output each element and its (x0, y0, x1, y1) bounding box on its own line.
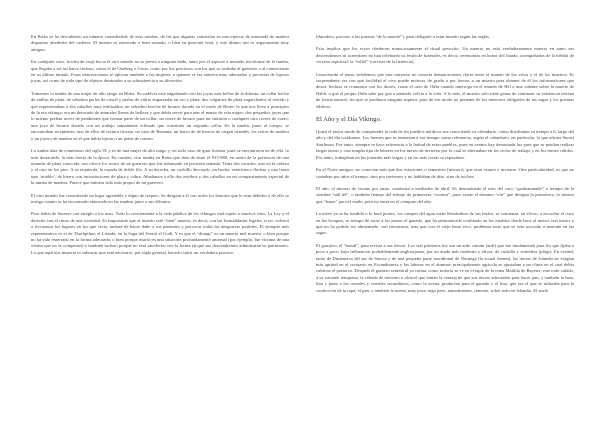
paragraph: El otro mundo fue considerado un lugar agradable y digno de respeto. Se dirigían a él con todos los honores que le eran debidos y de ello se testigo cuanto se ha encontrado enterrado en las tumbas junto a sus difuntos. (31, 192, 289, 204)
paragraph: Quizá el mejor modo de comprender la vida de los pueblos nórdicos sea conociendo su calendario, cómo distribuían su tiempo a lo largo del año y del día cotidianos. Las fuentes que se remontan a ese tiempo como referencia, según el calendario, en particular, lo que afirma Snorri Sturluson. Por tanto, siempre se hace referencia a la latitud de estos pueblos, pues en verano hay demasiada luz para que se puedan realizar largas tareas y casi ningún tipo de labores en los meses de invierno por lo cual se alternaban en los ciclos de trabajo y en los meses cálidos. Por tanto, trabajaban en las jornadas más largas y en las más cortas se reposaban. (316, 129, 574, 160)
paragraph: Conociendo el tema, señalemos que este universo no conocía demarcaciones claras entre el mundo de los vivos y el de los muertos. Es sorprendente ver con qué facilidad el vivo puede motivar, de grado o por fuerza, a un muerto para obtener de él los informaciones que desea. Incluso se comunica con los dioses, como el caso de Odín cuando interroga en el mundo de Hel a una vidente sobre la muerte de Baldr, o que el propio Odín sabe por que a menudo volvía a la vida. A lo más, el muerto solo tiene ganas de continuar su existencia terrena de forma natural, sin que se produzca ninguna ruptura, para de ese modo no pertener de los meteoros obligados de las sagas y los poemas éddicos. (316, 71, 574, 109)
paragraph: La nieve ya se ha fundido o lo hará pronto, los campos del agua están liberándose de sus hielos, se comienza, en efecto, a escuchar el cuco en los bosques, es tiempo de sacar a los pastos el ganado, que ha permanecido confinado en los establos desde hace al menos seis meses y que no ha podido ser alimentado, con frecuencia, más que con el viejo heno seco, problema serio que se veía avocado a menudo en las sagas. (316, 211, 574, 236)
paragraph: (duradero; proceso a las puertas “de la muerte”), para obligarle a estar muerto según las reglas. (316, 34, 491, 39)
paragraph: Esto implica que los vivos obedecen minuciosamente el ritual prescrito. Un muerto no está verdaderamente muerto en tanto sus descendientes ni acreedores no han celebrado su festín de funerales, es decir, ceremonias en honor del finado, acompañadas de la bebida de cerveza sepulcral, la “erfiöl” (cerveza de la herencia). (316, 46, 574, 65)
paragraph: Tomemos la tumba de una mujer de alto rango en Birka. Su cadáver está engalanado con las joyas más bellas de la difunta, un collar hecho de anillas de plata, de soberbia perlas de cristal y perlas de vidrio engarzadas en oro y plata; dos colgantes de plata engarchados al vestido y que representaban a dos caballos muy estilizados; un soberbio broche de bronce dorado en el estilo de Borre: lo que nos lleva a principios de la era vikinga; era un decorado de animales llenos de belleza y que debía servir para atar el manto de esta mujer; dos pequeños joyas que lo mismo podían servir de pendientes que formar parte de un collar; un cierre de bronce para un cinturón o cualquier otra correa de cuero; una joya de bronce dorado con un trabajo sumamente refinado que constituía un segundo collar. En la tumba, junto al cuerpo, se encontraban recipientes, uno de ellos de factura frisona, un vaso de Renania, un barco de de bronce de origen irlandés, los restos de madera y un joyero de madera en el que había tijeras o un peine de cuerno. (31, 90, 289, 141)
paragraph: El granjero, el “bondi”, pasa revista a sus tierras. Los seis primeros fue son un ardo común (ardr) que fue fundamental para los que fijaba a poco a poco, bajo influencias probablemente anglosajonas, por un arado más moderno y eficaz, de cuchilla y vertedera (plógr). En verdad, tanto de Dinamarca del sur de Suecia y de una pequeña parte meridional de Noruega (la actual Jaeren), las tierras de Islandia no exigían más aptitud en el contrario en Escandinavia y las labores en el dominio principalmente agrícola se ajustaban a un clima en el cual debía cubrirse el pastoreo. Después el granero semestral ya colma, como todavía se ve en el tapiz de la reina Matilda de Bayeux; este todo cabido, a su variante temprana, la cebada de invierno o alcacel que tenían la ventaja de que sus tierras adecuadas para hacer pan, y también la lana, lino y junto a los cereales y cereales secundarios, como la avena, producían para el ganado y el lino, que era el que se utilizaba para la confección de la ropa, el pan, y también la avena, muy poco trigo pero, naturalmente, centeno, sobre todo en Islandia. El suelo (316, 242, 574, 293)
paragraph: En cualquier caso, la idea de viaje hacia el otro mundo no se presta a ninguna duda, tanto por el aspecto a menudo naviforme de la tumba, que llegaba a ser un barco incluso, como el de Oseberg o Gross, como por los preciosos con los que se rodeaba al guerrero o al comerciante en su último mundo. Estas observaciones se aplican también a las mujeres, a quienes se las entierra muy adornadas y provistas de lujosas joyas, así como de todo tipo de objetos destinados a su subsistencia o su diversión. (31, 59, 289, 84)
paragraph: Pero había de hacerse con arreglo a los usos. Todo lo concerniente a la vida pública de los vikingos está sujeto a muchos ritos, La Ley y el derecho con el ritmo de una sociedad. Es importante que el muerto esté “bien” muerto, es decir, con las formalidades legales, si no, volverá a frecuentar los lugares en los que vivía, turbará de hacer daño a sus parientes y provocar todas las desgracias posibles. El ejemplo más representativo es el de Thorhpilmo el Lisiado, en la Saga del Sventi el Godi. Y es que el “draugr” es un muerto mal muerto, o bien porque no ha sido enterrado en la forma adecuada, o bien porque murió en una situación profundamente anormal (por ejemplo, fue víctima de una ofensa que no se compensó) o también incluso porque no está satisfecho con la forma en que sus descendientes administran su patrimonio. Lo que aquí nos importa es subrayar que está necesario, por regla general, hacerlo sufrir un verdadero proceso (31, 211, 289, 255)
section-heading: El Año y el Día Vikingo. (316, 116, 382, 124)
paragraph: En Birka se ha descubierto un número considerable de esas tumbas, de las que algunas consistían en una especie de ensenada de madera dispuesto alrededor del cadáver. El muerto es enterrado o bien sentado, o bien en posición fetal, y este último uso es seguramente muy antiguo. (31, 34, 289, 52)
right-column (316, 34, 574, 300)
paragraph: En el Norte antiguo, no conocían más que dos estaciones o semestres (misseri), que eran verano e invierno. Otra particularidad, es que no contaban por años el tiempo, sino por inviernos y no hablaban de días, sino de noches. (316, 167, 574, 179)
paragraph: El año, el misseri de verano por tanto, comienza a mediados de abril. Es denominado el mes del cuco “gauksmanuðr” o tiempo de la siembra “sáð tíð”, o también tiempo del trabajo de primavera “vorönn”, pues existe el término “vár” que designa la primavera, lo mismo que “haust” para el otoño, pero no entra en el cómputo del año. (316, 185, 574, 204)
left-column (31, 34, 289, 262)
paragraph: La tumba data de comienzos del siglo IX y es de una mujer de alto rango y, en todo caso de gran fortuna, pues se encontraron en de ella, lo más destacable, la más fuerte de la época. En cambio, otra tumba en Birka que data de entre el 913-980, en razón de la presencia de una moneda de plata conocida, nos ofrece los restos de un guerrero que fue inhumado en posición sentada. Tenía dos escudos, uno en la cabeza y el otro en los pies. A su izquierda, la espada de doble filo. A su derecha, un cuchillo decorado, un hacha, veinticinco flechas y una lanza tipo ‘ariable’, de hierro con incrustaciones de plata y cobre. Añadamos a ello dos estribos y dos caballos en un compartimiento especial de la tumba de madera. Parece que hubiera sido más propio de un guerrero. (31, 148, 289, 186)
